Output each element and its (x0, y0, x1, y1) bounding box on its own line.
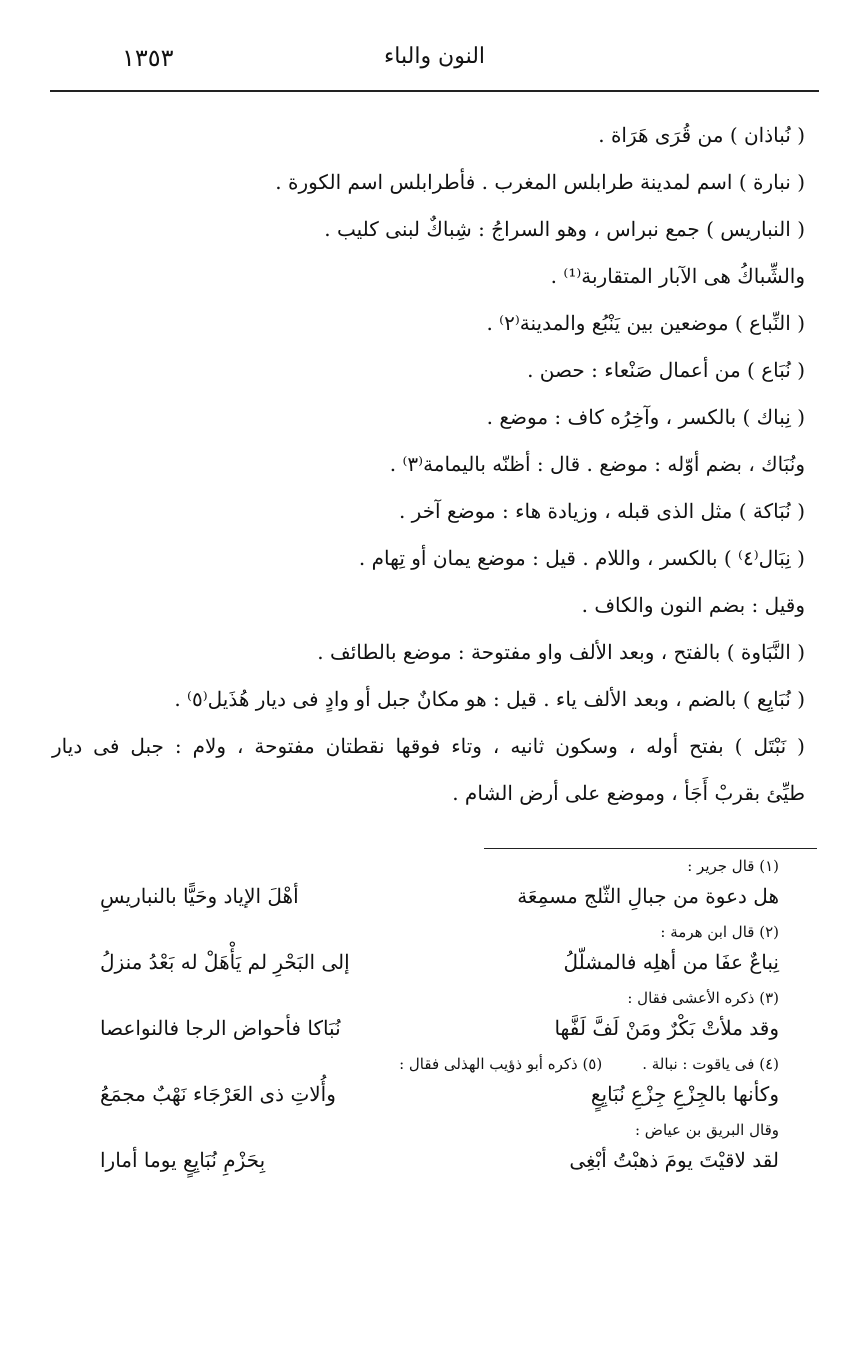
footnote-1-verse (100, 878, 779, 914)
main-text (52, 112, 805, 817)
footnote-2-hemistich-a: نِباعٌ عفَا من أهلِه فالمشلّلُ (563, 950, 779, 974)
footnote-6-hemistich-b: بِحَزْمِ نُبَايِعٍ يوما أمارا (100, 1148, 266, 1172)
entry-nubak: ونُبَاك ، بضم أوّله : موضع . قال : أظنّه باليمامة⁽٣⁾ . (389, 452, 805, 476)
running-title: النون والباء (383, 44, 486, 69)
entry-nubadhan: ( نُباذان ) من قُرَى هَرَاة . (598, 123, 805, 147)
entry-nabawa: ( النَّبَاوة ) بالفتح ، وبعد الألف واو مفتوحة : موضع بالطائف . (317, 640, 805, 664)
footnote-6-verse (100, 1142, 779, 1178)
footnote-3-hemistich-b: نُبَاكا فأحواض الرجا فالنواعصا (100, 1016, 341, 1040)
page-header (50, 38, 819, 92)
footnote-1-label: (١) قال جرير : (687, 857, 779, 875)
footnote-1-hemistich-b: أهْلَ الإياد وحَيًّا بالنباريسِ (100, 884, 299, 908)
footnote-2-verse (100, 944, 779, 980)
footnote-divider (484, 848, 817, 849)
entry-nubayi: ( نُبَايِع ) بالضم ، وبعد الألف ياء . قيل : هو مكانٌ جبل أو وادٍ فى ديار هُذَيل⁽٥⁾ . (174, 687, 805, 711)
footnote-5-hemistich-b: وأُلاتِ ذى العَرْجَاء نَهْبٌ مجمَعُ (100, 1082, 336, 1106)
footnote-3-hemistich-a: وقد ملأتْ بَكْرٌ ومَنْ لَفَّ لَفَّها (554, 1016, 779, 1040)
footnote-4-label: (٤) فى ياقوت : نبالة . (642, 1055, 779, 1073)
footnote-5-hemistich-a: وكأنها بالجِزْعِ جِزْعِ نُبَايِعٍ (590, 1082, 779, 1106)
footnotes (100, 854, 779, 1184)
entry-nibak: ( نِباك ) بالكسر ، وآخِرُه كاف : موضع . (486, 405, 805, 429)
footnote-3-verse (100, 1010, 779, 1046)
footnote-2-hemistich-b: إلى البَحْرِ لم يَأْهَلْ له بَعْدُ منزلُ (100, 950, 350, 974)
entry-nubaka: ( نُبَاكة ) مثل الذى قبله ، وزيادة هاء : موضع آخر . (398, 499, 805, 523)
footnote-4-5-labels (100, 1052, 779, 1076)
entry-nabtal: ( نَبْتَل ) بفتح أوله ، وسكون ثانيه ، وتاء فوقها نقطتان مفتوحة ، ولام : جبل فى ديار (52, 734, 805, 758)
entry-nibaa: ( النِّباع ) موضعين بين يَنْبُع والمدينة⁽٢⁾ . (486, 311, 805, 335)
page-number: ١٣٥٣ (122, 44, 174, 72)
entry-nibara: ( نبارة ) اسم لمدينة طرابلس المغرب . فأطرابلس اسم الكورة . (275, 170, 805, 194)
entry-nibal-alt: وقيل : بضم النون والكاف . (581, 593, 805, 617)
footnote-2-label: (٢) قال ابن هرمة : (660, 923, 779, 941)
footnote-5-verse (100, 1076, 779, 1112)
footnote-5-label: (٥) ذكره أبو ذؤيب الهذلى فقال : (399, 1055, 603, 1073)
footnote-1-hemistich-a: هل دعوة من جبالِ الثّلج مسمِعَة (517, 884, 779, 908)
entry-nibal: ( نِبَال⁽٤⁾ ) بالكسر ، واللام . قيل : موضع يمان أو تِهام . (358, 546, 805, 570)
entry-nabaris: ( النباريس ) جمع نبراس ، وهو السراجُ : شِباكٌ لبنى كليب . (324, 217, 805, 241)
entry-nubaa: ( نُبَاع ) من أعمال صَنْعاء : حصن . (527, 358, 805, 382)
entry-shibak: والشِّباكُ هى الآبار المتقاربة⁽¹⁾ . (550, 264, 805, 288)
footnote-6-label: وقال البريق بن عياض : (634, 1121, 779, 1139)
footnote-3-label: (٣) ذكره الأعشى فقال : (627, 989, 779, 1007)
footnote-6-hemistich-a: لقد لاقيْتَ يومَ ذهبْتُ أبْغِى (569, 1148, 779, 1172)
entry-nabtal-cont: طيِّئ بقربْ أَجَأ ، وموضع على أرض الشام . (452, 781, 805, 805)
